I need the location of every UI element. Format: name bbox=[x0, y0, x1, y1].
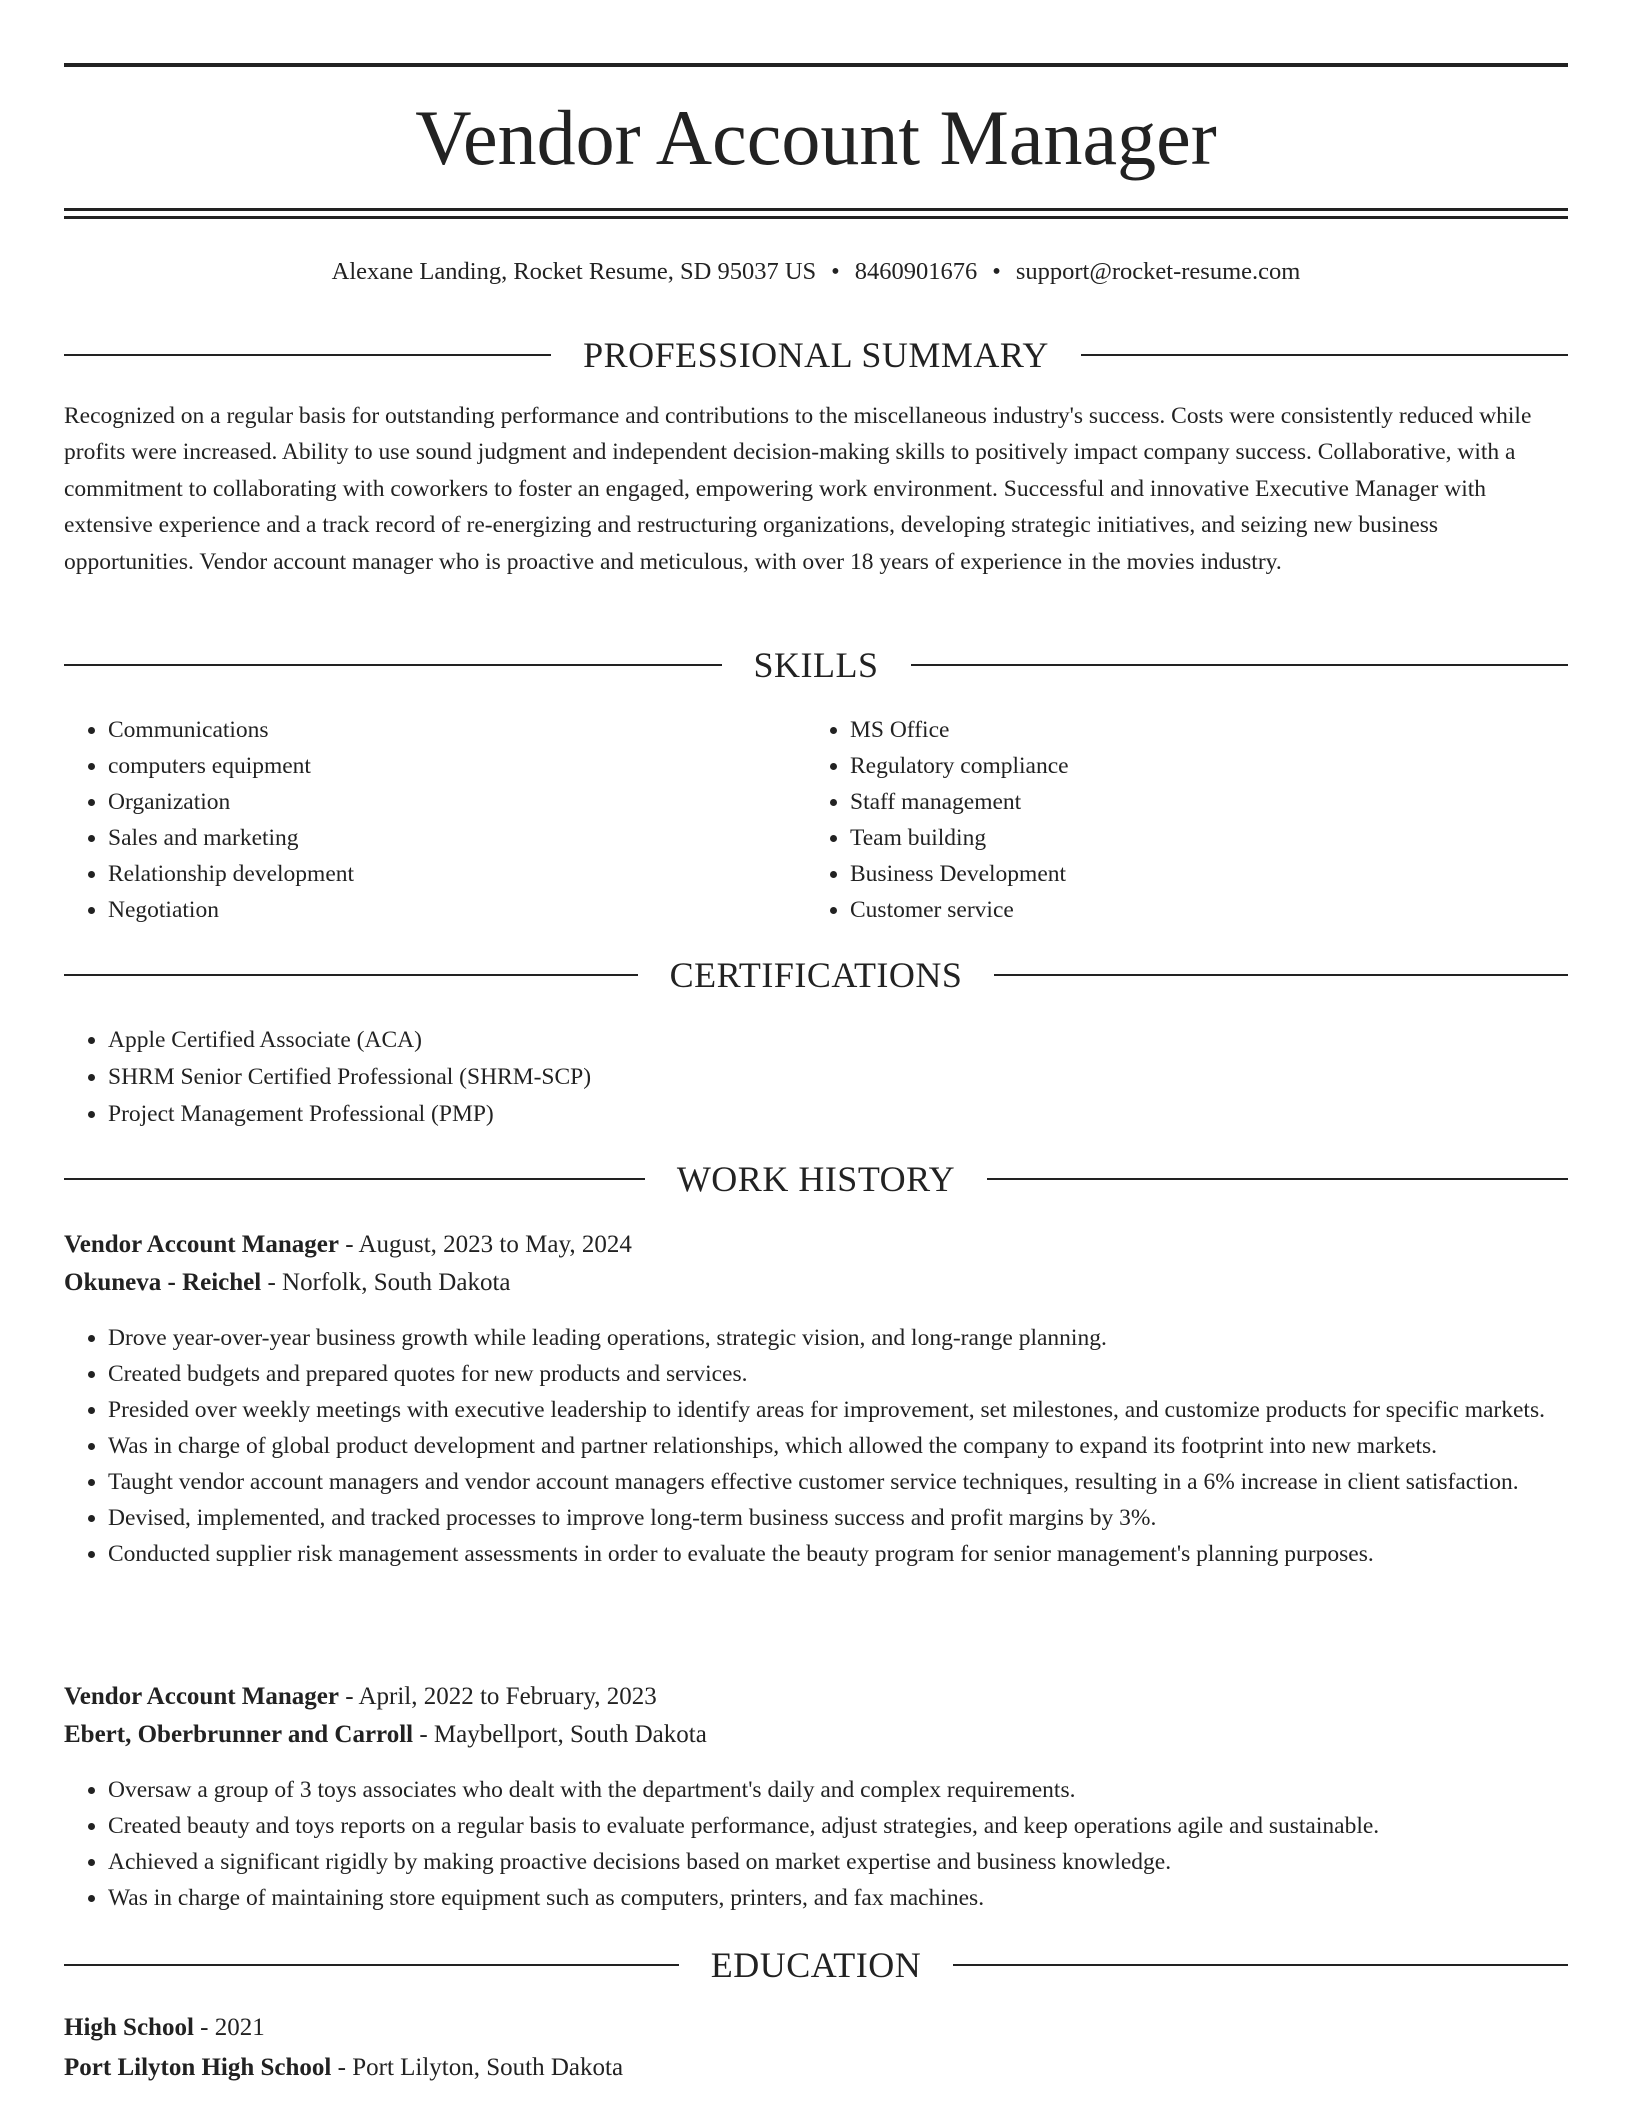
divider bbox=[64, 1964, 679, 1966]
education-year: - 2021 bbox=[193, 2014, 265, 2041]
education-school-line bbox=[64, 2049, 623, 2087]
certification-item: • Apple Certified Associate (ACA) bbox=[108, 1022, 1064, 1059]
summary-text: Recognized on a regular basis for outstanding performance and contributions to the miscellaneous industry's success. Costs were consistently reduced while profits were increased. Ability to use sound judgment and independent decision-making skills to positively impact company success. Collaborative, with a commitment to collaborating with coworkers to foster an engaged, empowering work environment. Successful and innovative Executive Manager with extensive experience and a track record of re-energizing and restructuring organizations, developing strategic initiatives, and seizing new business opportunities. Vendor account manager who is proactive and meticulous, with over 18 years of experience in the movies industry. bbox=[64, 403, 1532, 575]
skills-heading: SKILLS bbox=[753, 645, 879, 685]
job-bullet: • Oversaw a group of 3 toys associates who dealt with the department's daily and complex requirements. bbox=[108, 1772, 1568, 1808]
job-bullet: • Was in charge of global product development and partner relationships, which allowed the company to expand its footprint into new markets. bbox=[108, 1428, 1568, 1464]
job-bullet: • Presided over weekly meetings with executive leadership to identify areas for improvement, set milestones, and customize products for specific markets. bbox=[108, 1392, 1568, 1428]
job-location: - Norfolk, South Dakota bbox=[261, 1269, 511, 1296]
education-degree-line bbox=[64, 2009, 265, 2047]
skill-item: • Organization bbox=[108, 784, 764, 820]
skill-item: • Relationship development bbox=[108, 856, 764, 892]
skill-item: • computers equipment bbox=[108, 748, 764, 784]
contact-address: Alexane Landing, Rocket Resume, SD 95037 US bbox=[331, 258, 817, 285]
contact-phone: 8460901676 bbox=[854, 258, 978, 285]
divider bbox=[911, 664, 1569, 666]
work-section-header bbox=[64, 1157, 1568, 1201]
certifications-list bbox=[64, 1022, 1064, 1133]
job-title-line bbox=[64, 1226, 632, 1264]
education-degree: High School bbox=[64, 2014, 194, 2041]
skill-item: • Customer service bbox=[850, 892, 1506, 928]
contact-line bbox=[64, 256, 1568, 288]
skill-item: • Staff management bbox=[850, 784, 1506, 820]
title-rule-upper bbox=[64, 208, 1568, 211]
skills-column-left bbox=[64, 712, 764, 928]
contact-separator: • bbox=[831, 258, 840, 285]
skill-item: • Sales and marketing bbox=[108, 820, 764, 856]
job-bullet: • Conducted supplier risk management assessments in order to evaluate the beauty program for senior management's planning purposes. bbox=[108, 1536, 1568, 1572]
divider bbox=[64, 664, 722, 666]
job-dates: - August, 2023 to May, 2024 bbox=[339, 1231, 632, 1258]
divider bbox=[953, 1964, 1568, 1966]
skill-item: • Negotiation bbox=[108, 892, 764, 928]
skill-item: • Communications bbox=[108, 712, 764, 748]
divider bbox=[994, 974, 1568, 976]
top-rule bbox=[64, 63, 1568, 67]
job-bullet: • Devised, implemented, and tracked processes to improve long-term business success and profit margins by 3%. bbox=[108, 1500, 1568, 1536]
education-school: Port Lilyton High School bbox=[64, 2054, 332, 2081]
divider bbox=[987, 1178, 1568, 1180]
summary-heading: PROFESSIONAL SUMMARY bbox=[583, 335, 1049, 375]
skill-item: • Team building bbox=[850, 820, 1506, 856]
divider bbox=[64, 1178, 645, 1180]
certification-item: • Project Management Professional (PMP) bbox=[108, 1096, 1064, 1133]
job-company-line bbox=[64, 1264, 511, 1302]
skills-section-header bbox=[64, 643, 1568, 687]
job-bullets bbox=[64, 1320, 1568, 1572]
job-location: - Maybellport, South Dakota bbox=[413, 1721, 707, 1748]
skill-item: • MS Office bbox=[850, 712, 1506, 748]
job-company: Okuneva - Reichel bbox=[64, 1269, 262, 1296]
contact-email: support@rocket-resume.com bbox=[1015, 258, 1301, 285]
skills-column-right bbox=[806, 712, 1506, 928]
job-bullets bbox=[64, 1772, 1568, 1916]
job-title: Vendor Account Manager bbox=[64, 1231, 339, 1258]
summary-section-header bbox=[64, 333, 1568, 377]
job-bullet: • Created beauty and toys reports on a regular basis to evaluate performance, adjust strategies, and keep operations agile and sustainable. bbox=[108, 1808, 1568, 1844]
education-location: - Port Lilyton, South Dakota bbox=[331, 2054, 624, 2081]
job-bullet: • Was in charge of maintaining store equipment such as computers, printers, and fax machines. bbox=[108, 1880, 1568, 1916]
certifications-section-header bbox=[64, 953, 1568, 997]
job-company-line bbox=[64, 1716, 707, 1754]
skill-item: • Business Development bbox=[850, 856, 1506, 892]
education-section-header bbox=[64, 1943, 1568, 1987]
job-bullet: • Drove year-over-year business growth while leading operations, strategic vision, and long-range planning. bbox=[108, 1320, 1568, 1356]
certifications-heading: CERTIFICATIONS bbox=[669, 955, 963, 995]
job-title-line bbox=[64, 1678, 657, 1716]
skill-item: • Regulatory compliance bbox=[850, 748, 1506, 784]
work-heading: WORK HISTORY bbox=[676, 1159, 956, 1199]
job-dates: - April, 2022 to February, 2023 bbox=[339, 1683, 657, 1710]
resume-title: Vendor Account Manager bbox=[415, 94, 1217, 181]
job-company: Ebert, Oberbrunner and Carroll bbox=[64, 1721, 414, 1748]
education-heading: EDUCATION bbox=[710, 1945, 922, 1985]
contact-separator: • bbox=[992, 258, 1001, 285]
job-bullet: • Achieved a significant rigidly by making proactive decisions based on market expertise and business knowledge. bbox=[108, 1844, 1568, 1880]
title-rule-lower bbox=[64, 216, 1568, 219]
divider bbox=[64, 974, 638, 976]
certification-item: • SHRM Senior Certified Professional (SHRM-SCP) bbox=[108, 1059, 1064, 1096]
job-title: Vendor Account Manager bbox=[64, 1683, 339, 1710]
divider bbox=[1081, 354, 1568, 356]
job-bullet: • Created budgets and prepared quotes for new products and services. bbox=[108, 1356, 1568, 1392]
job-bullet: • Taught vendor account managers and vendor account managers effective customer service techniques, resulting in a 6% increase in client satisfaction. bbox=[108, 1464, 1568, 1500]
divider bbox=[64, 354, 551, 356]
